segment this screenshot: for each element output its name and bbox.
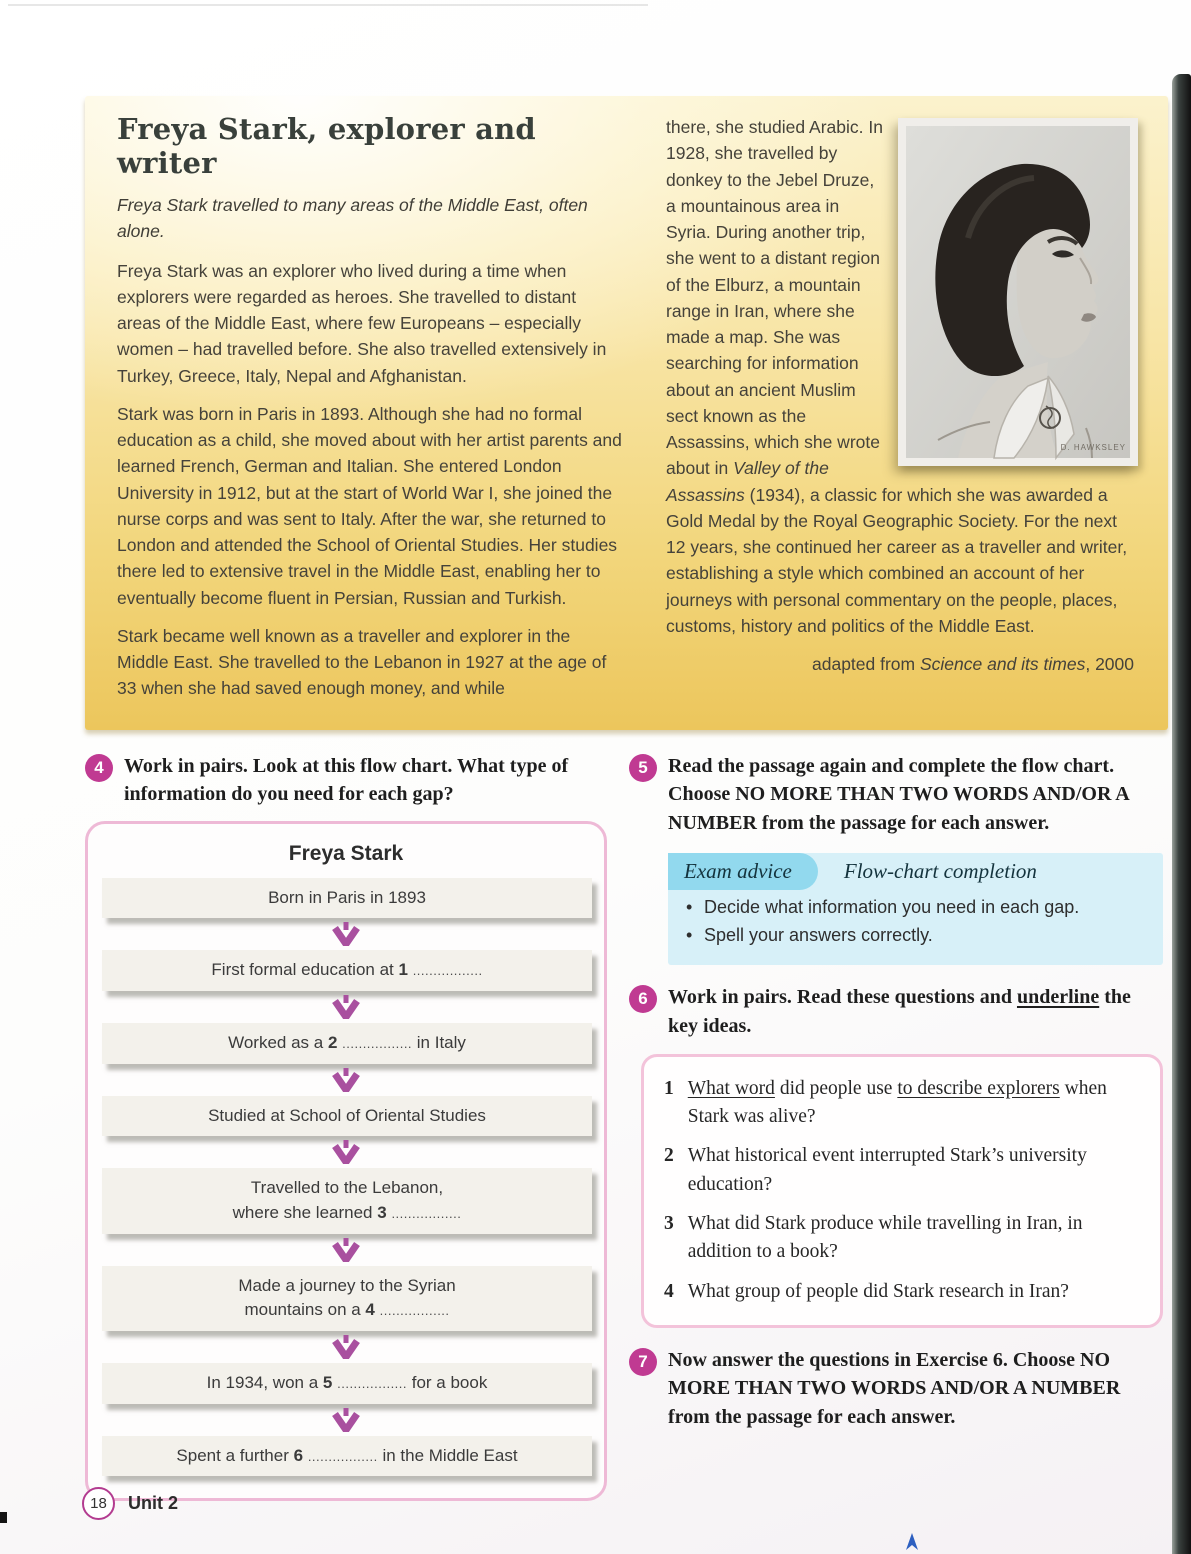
question-number: 1 — [664, 1077, 674, 1099]
page-number-badge: 18 — [82, 1487, 115, 1520]
right-column — [629, 752, 1163, 1501]
flow-chart-step: In 1934, won a 5 ................. for a book — [102, 1363, 592, 1404]
flow-arrow-down-icon — [330, 995, 362, 1019]
exercise-4-instruction: Work in pairs. Look at this flow chart. What type of information do you need for each gap? — [124, 755, 569, 806]
exercise-7-instruction: Now answer the questions in Exercise 6. Choose NO MORE THAN TWO WORDS AND/OR A NUMBER from the passage for each answer. — [668, 1348, 1121, 1428]
flow-arrow-down-icon — [330, 922, 362, 946]
flow-chart-step: Spent a further 6 ................. in the Middle East — [102, 1436, 592, 1477]
exam-advice-box — [668, 853, 1163, 965]
flow-chart-step: Worked as a 2 ................. in Italy — [102, 1023, 592, 1064]
question-item — [664, 1142, 1144, 1199]
exercise-7-number-badge: 7 — [629, 1348, 657, 1376]
exercise-6-instruction: Work in pairs. Read these questions and underline the key ideas. — [668, 986, 1131, 1037]
exercise-5 — [629, 752, 1163, 837]
flow-chart-steps — [102, 878, 590, 1476]
scan-artifact-topline — [8, 4, 648, 6]
exam-advice-bullet: • Decide what information you need in each gap. — [680, 897, 1163, 918]
passage-left-column — [117, 110, 622, 720]
exam-advice-bullets — [680, 897, 1163, 946]
questions-box — [641, 1054, 1163, 1328]
exam-advice-topic: Flow-chart completion — [843, 859, 1037, 884]
question-text: What did Stark produce while travelling in Iran, in addition to a book? — [687, 1213, 1083, 1263]
passage-title: Freya Stark, explorer and writer — [117, 112, 536, 180]
page-footer — [82, 1487, 178, 1520]
flow-chart-step: Travelled to the Lebanon, where she learned 3 ................. — [102, 1168, 592, 1233]
question-item — [664, 1075, 1144, 1132]
exercise-5-instruction: Read the passage again and complete the flow chart. Choose NO MORE THAN TWO WORDS AND/OR A NUMBER from the passage for each answer. — [668, 755, 1129, 834]
flow-chart-step: Born in Paris in 1893 — [102, 878, 592, 919]
question-number: 2 — [664, 1145, 674, 1167]
passage-paragraph: Stark became well known as a traveller and explorer in the Middle East. She travelled to the Lebanon in 1927 at the age of 33 when she had saved enough money, and while — [117, 625, 607, 699]
exercise-6-number-badge: 6 — [629, 985, 657, 1013]
passage-paragraph: Freya Stark was an explorer who lived during a time when explorers were regarded as heroes. She travelled to distant areas of the Middle East, where few Europeans – especially women – had travelled before. She also travelled extensively in Turkey, Greece, Italy, Nepal and Afghanistan. — [117, 260, 607, 386]
scan-artifact-blue-mark — [905, 1533, 919, 1552]
flow-arrow-down-icon — [330, 1140, 362, 1164]
passage-paragraph: Stark was born in Paris in 1893. Although she had no formal education as a child, she moved about with her artist parents and learned French, German and Italian. She entered London University in 1912, but at the start of World War I, she joined the nurse corps and was sent to Italy. After the war, she returned to London and attended the School of Oriental Studies. Her studies there led to extensive travel in the Middle East, enabling her to eventually become fluent in Persian, Russian and Turkish. — [117, 403, 622, 608]
question-item — [664, 1278, 1144, 1306]
portrait-illustration — [898, 118, 1138, 466]
exercise-4 — [85, 752, 607, 809]
flow-arrow-down-icon — [330, 1408, 362, 1432]
question-text: What word did people use to describe explorers when Stark was alive? — [687, 1077, 1107, 1128]
question-item — [664, 1210, 1144, 1267]
exam-advice-header — [668, 853, 1163, 890]
passage-attribution: adapted from Science and its times, 2000 — [812, 654, 1134, 674]
passage-right-column — [666, 110, 1138, 720]
question-text: What historical event interrupted Stark’s university education? — [687, 1145, 1087, 1195]
question-number: 4 — [664, 1280, 674, 1302]
reading-passage — [85, 96, 1168, 730]
flow-chart-step: Studied at School of Oriental Studies — [102, 1096, 592, 1137]
passage-left-paragraphs — [117, 258, 622, 702]
exam-advice-label: Exam advice — [668, 853, 818, 890]
question-text: What group of people did Stark research in Iran? — [687, 1280, 1069, 1302]
exercise-6 — [629, 983, 1163, 1040]
portrait-signature: D. HAWKSLEY — [1060, 443, 1126, 452]
left-column — [85, 752, 607, 1501]
flow-chart-title: Freya Stark — [288, 841, 404, 865]
exercise-4-number-badge: 4 — [85, 754, 113, 782]
exercise-5-number-badge: 5 — [629, 754, 657, 782]
freya-stark-portrait — [898, 118, 1138, 466]
unit-label: Unit 2 — [128, 1493, 179, 1513]
scan-artifact-corner-mark — [0, 1512, 7, 1523]
flow-arrow-down-icon — [330, 1238, 362, 1262]
flow-arrow-down-icon — [330, 1335, 362, 1359]
scan-artifact-book-spine — [1172, 74, 1191, 1554]
question-number: 3 — [664, 1213, 674, 1235]
exercise-area — [85, 752, 1163, 1501]
exercise-7 — [629, 1346, 1163, 1431]
flow-arrow-down-icon — [330, 1068, 362, 1092]
exam-advice-bullet: • Spell your answers correctly. — [680, 925, 1163, 946]
passage-intro: Freya Stark travelled to many areas of the Middle East, often alone. — [117, 195, 588, 242]
passage-paragraph-right: there, she studied Arabic. In 1928, she travelled by donkey to the Jebel Druze, a mountainous area in Syria. During another trip, she went to a distant region of the Elburz, a mountain range in Iran, where she made a map. She was searching for information about an ancient Muslim sect known as the Assassins, which she wrote about in Valley of the Assassins (1934), a classic for which she was awarded a Gold Medal by the Royal Geographic Society. For the next 12 years, she continued her career as a traveller and writer, establishing a style which combined an account of her journeys with personal commentary on the people, places, customs, history and politics of the Middle East. — [666, 117, 1128, 636]
flow-chart — [85, 821, 607, 1501]
flow-chart-step: Made a journey to the Syrian mountains on a 4 ................. — [102, 1266, 592, 1331]
question-list — [664, 1075, 1144, 1306]
flow-chart-step: First formal education at 1 ................. — [102, 950, 592, 991]
